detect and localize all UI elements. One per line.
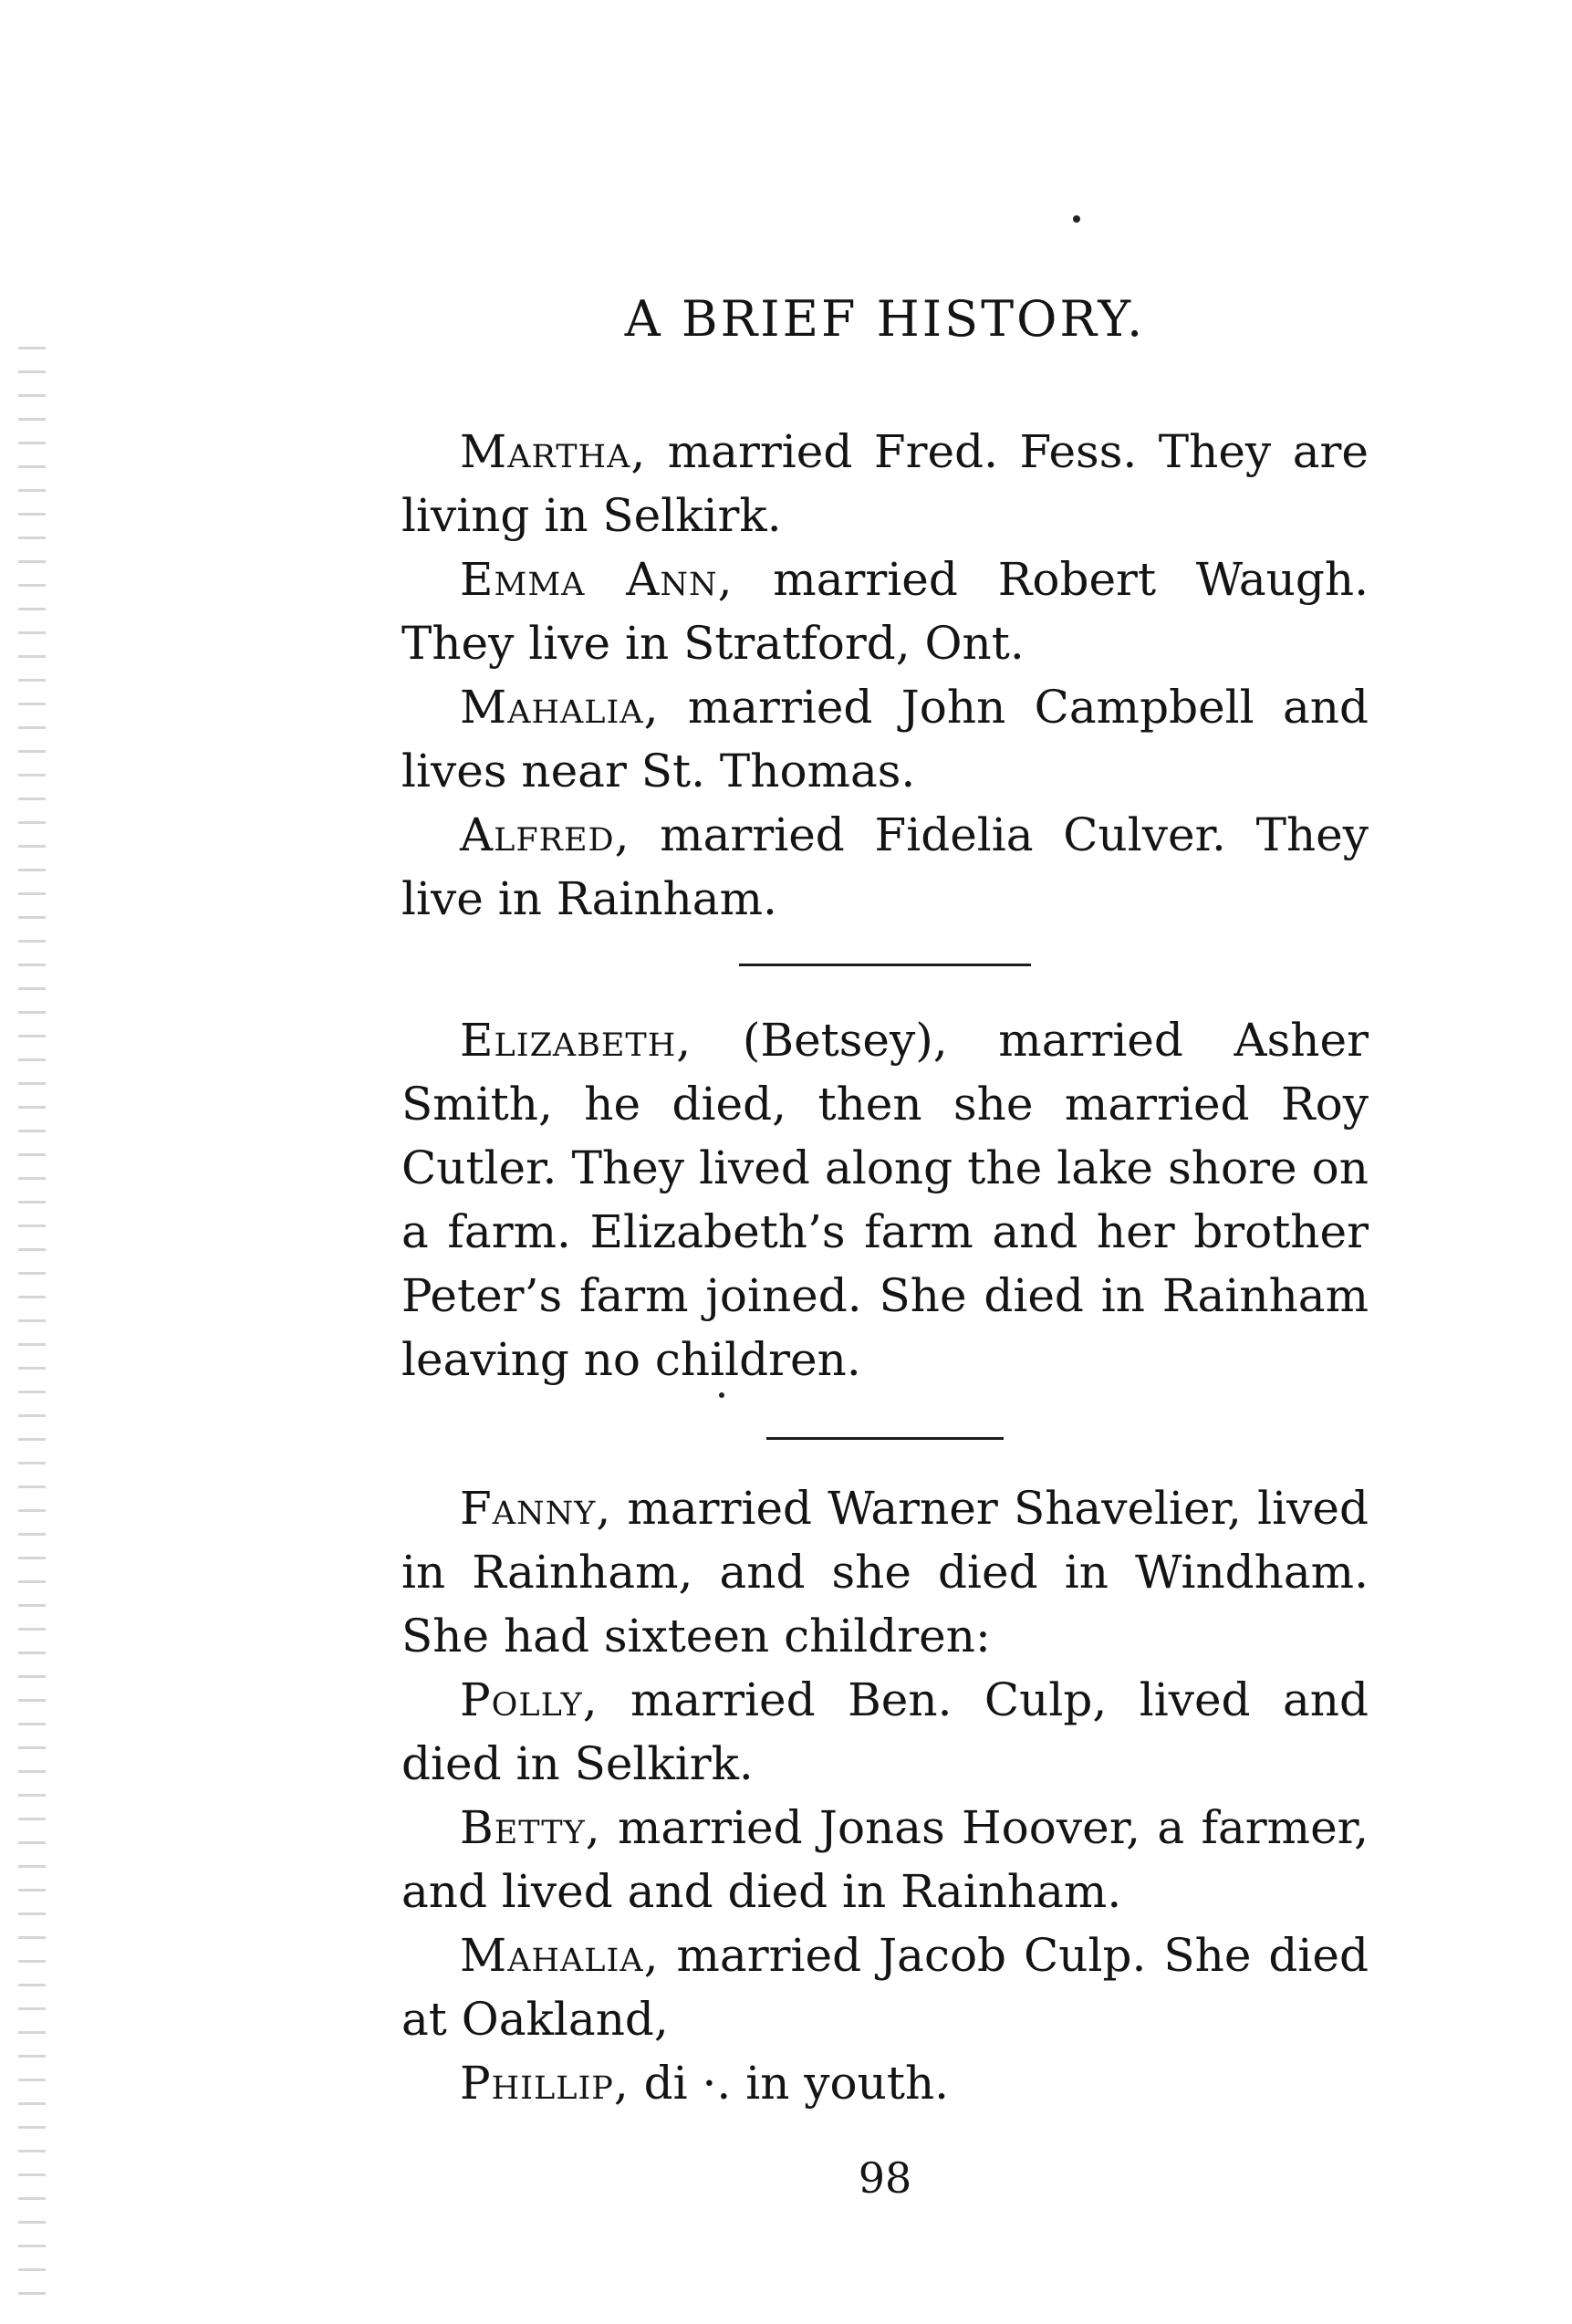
entry-mahalia-campbell — [401, 675, 1369, 803]
entry-text: married Fidelia Culver. They live in Rainham. — [401, 808, 1369, 925]
entry-text: (Betsey), married Asher Smith, he died, then she married Roy Cutler. They lived along the lake shore on a farm. Elizabeth’s farm and her brother Peter’s farm joined. She died in Rainham leaving no children. — [401, 1014, 1369, 1386]
entry-name: Phillip, — [460, 2057, 630, 2110]
entry-emma-ann — [401, 547, 1369, 675]
section-divider — [739, 964, 1031, 966]
entry-text: married Jacob Culp. She died at Oakland, — [401, 1929, 1369, 2046]
entry-text: married Robert Waugh. They live in Stratford, Ont. — [401, 553, 1369, 670]
entry-phillip — [401, 2051, 1369, 2115]
page-number: 98 — [858, 2153, 912, 2203]
entry-martha — [401, 420, 1369, 547]
entry-polly — [401, 1668, 1369, 1796]
entry-mahalia-culp — [401, 1923, 1369, 2051]
entry-name: Fanny, — [460, 1482, 612, 1535]
entry-fanny — [401, 1476, 1369, 1668]
entry-name: Polly, — [460, 1673, 599, 1726]
running-title: A BRIEF HISTORY. — [624, 290, 1146, 348]
entry-name: Elizabeth, — [460, 1014, 692, 1067]
entry-text: married John Campbell and lives near St. Thomas. — [401, 681, 1369, 797]
entry-betty — [401, 1796, 1369, 1923]
entry-name: Alfred, — [460, 808, 630, 861]
entry-name: Betty, — [460, 1801, 601, 1854]
entry-name: Mahalia, — [460, 1929, 660, 1982]
entry-name: Emma Ann, — [460, 553, 734, 606]
entry-text: married Fred. Fess. They are living in Selkirk. — [401, 425, 1369, 542]
body-text — [401, 420, 1369, 2115]
entry-text: married Warner Shavelier, lived in Rainham, and she died in Windham. She had sixteen children: — [401, 1482, 1369, 1662]
entry-text: married Jonas Hoover, a farmer, and lived and died in Rainham. — [401, 1801, 1369, 1918]
entry-name: Martha, — [460, 425, 647, 478]
entry-elizabeth — [401, 1008, 1369, 1391]
ink-speck — [1073, 215, 1080, 223]
entry-name: Mahalia, — [460, 681, 660, 734]
entry-text: di ·. in youth. — [629, 2057, 950, 2110]
scan-edge-artifact — [18, 347, 46, 2299]
section-divider — [766, 1437, 1004, 1440]
entry-alfred — [401, 803, 1369, 931]
entry-text: married Ben. Culp, lived and died in Selkirk. — [401, 1673, 1369, 1790]
